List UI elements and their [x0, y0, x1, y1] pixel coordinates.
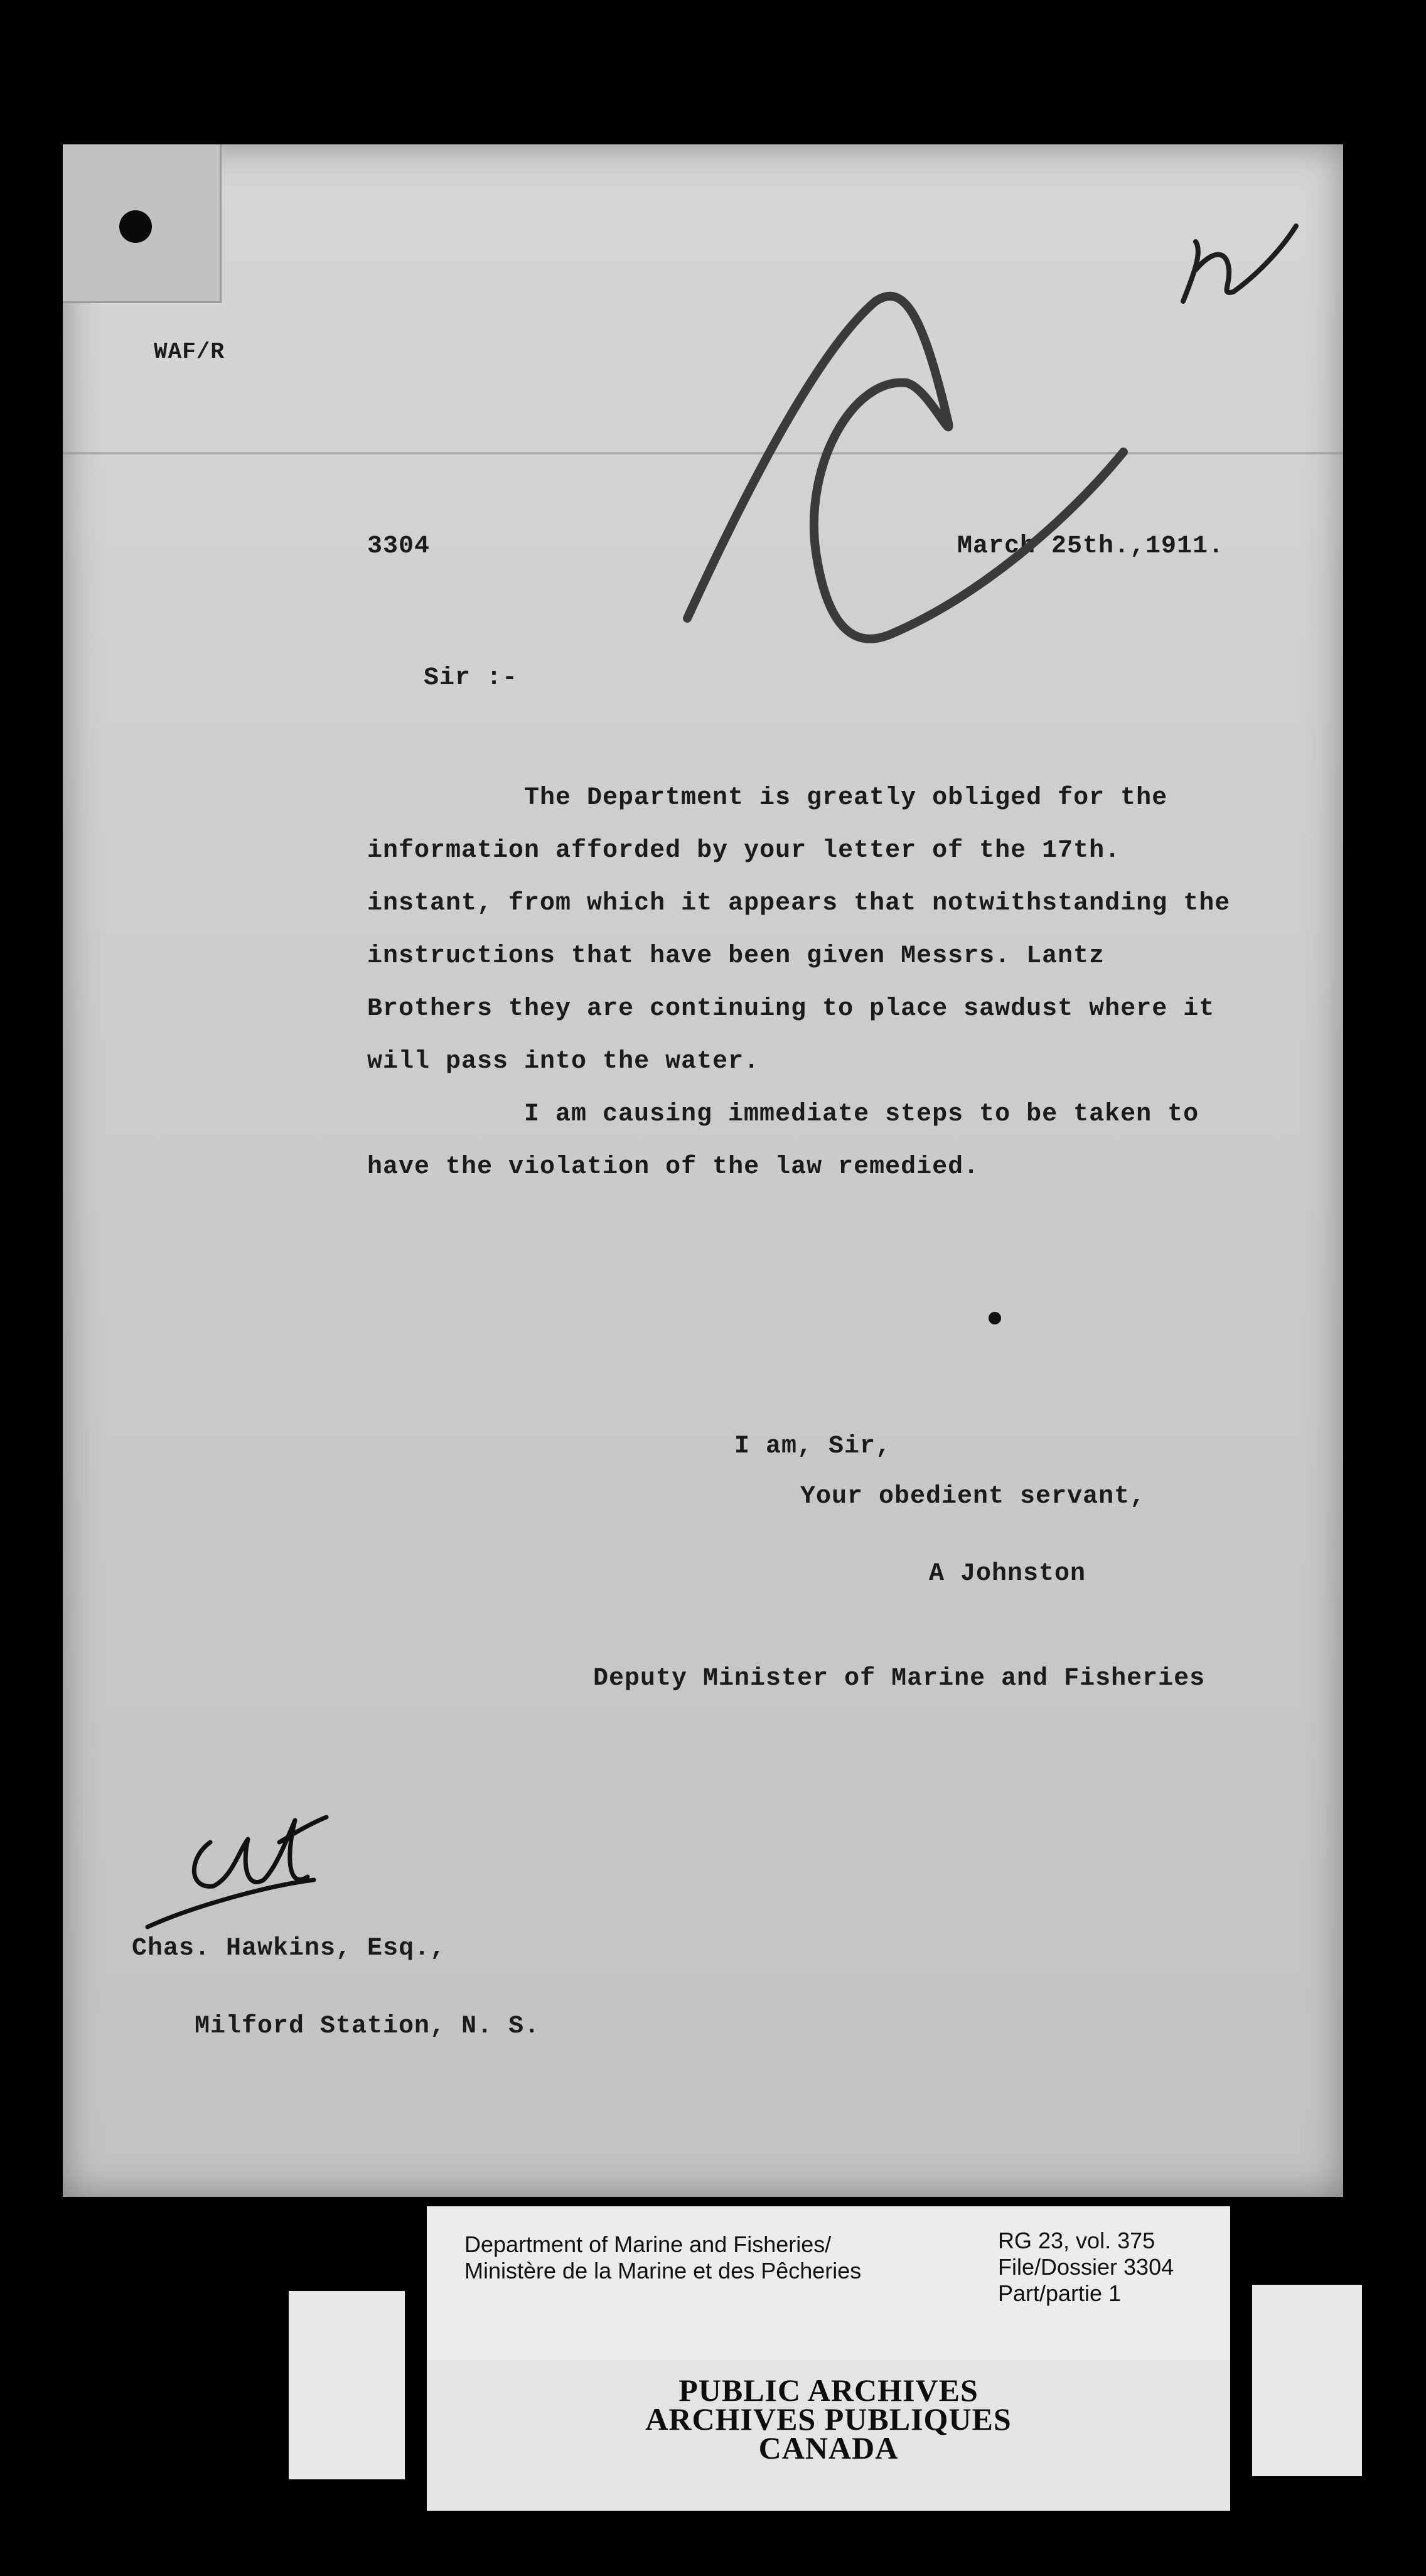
signer-name: A Johnston	[929, 1560, 1086, 1588]
recipient-address: Milford Station, N. S.	[195, 2012, 540, 2041]
signer-title: Deputy Minister of Marine and Fisheries	[593, 1665, 1206, 1693]
stamp-line: ARCHIVES PUBLIQUES	[645, 2402, 1012, 2437]
label-department-en: Department of Marine and Fisheries/	[464, 2231, 832, 2257]
body-paragraph: The Department is greatly obliged for the information afforded by your letter of the 17th. instant, from which it appears that notwithstanding the instructions that have been given Messrs. Lantz Brothers they are continuing to place sawdust where it will pass into the water.	[367, 784, 1231, 1076]
label-department-fr: Ministère de la Marine et des Pêcheries	[464, 2258, 862, 2284]
letter-date: March 25th.,1911.	[957, 532, 1225, 561]
salutation: Sir :-	[424, 664, 518, 692]
closing-line: I am, Sir,	[734, 1432, 892, 1461]
pencil-scrawl	[687, 296, 1123, 639]
archives-stamp	[427, 2373, 1230, 2466]
pencil-mark-top-right	[1183, 226, 1296, 301]
stamp-line: PUBLIC ARCHIVES	[678, 2373, 978, 2408]
stamp-line: CANADA	[758, 2430, 899, 2466]
initials-signature	[147, 1817, 326, 1927]
archive-label-tab	[1252, 2285, 1362, 2476]
file-number: 3304	[367, 532, 431, 561]
reference-initials: WAF/R	[154, 339, 225, 365]
ink-blot	[989, 1312, 1001, 1324]
body-paragraph: I am causing immediate steps to be taken to have the violation of the law remedied.	[367, 1100, 1199, 1181]
closing-line: Your obedient servant,	[800, 1483, 1146, 1511]
recipient-name: Chas. Hawkins, Esq.,	[132, 1935, 446, 1963]
archive-label-tab	[289, 2291, 405, 2479]
label-part: Part/partie 1	[998, 2280, 1122, 2306]
label-file: File/Dossier 3304	[998, 2254, 1174, 2280]
label-record-group: RG 23, vol. 375	[998, 2228, 1155, 2253]
